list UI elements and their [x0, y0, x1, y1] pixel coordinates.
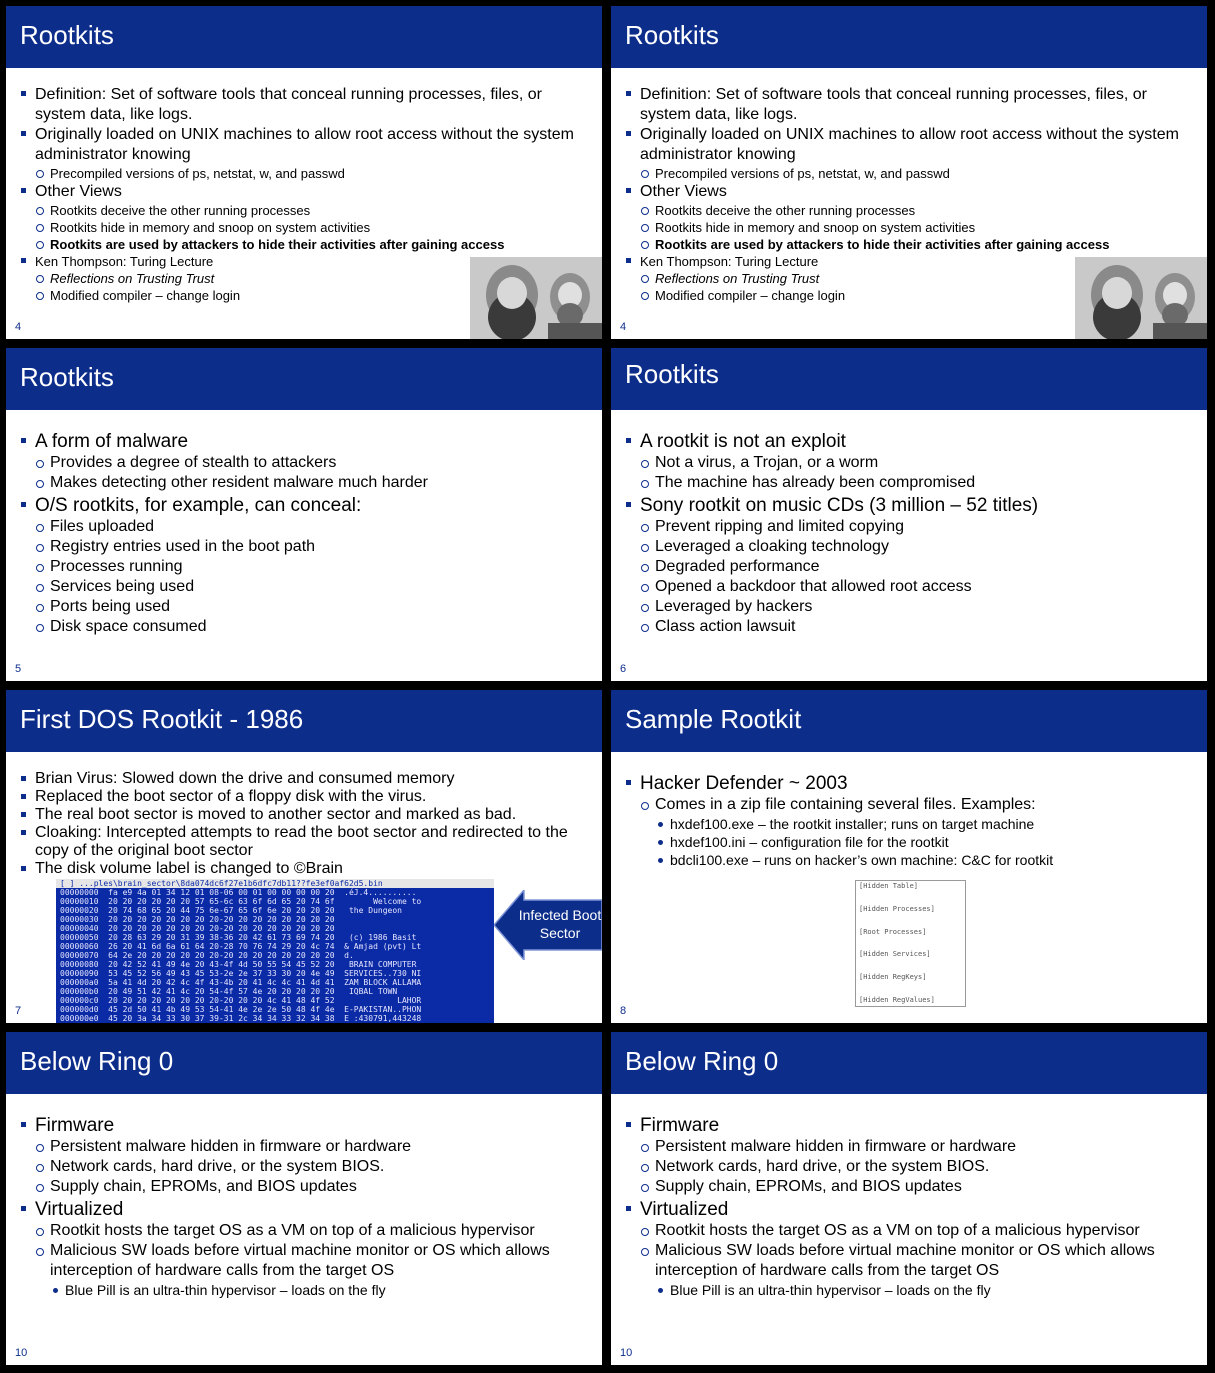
- slide-title: Rootkits: [20, 362, 114, 392]
- slide-first-dos-rootkit: [6, 690, 602, 1023]
- slide-title: Sample Rootkit: [625, 704, 802, 734]
- sub-bullet: Rootkits are used by attackers to hide their activities after gaining access: [20, 236, 592, 253]
- slide-content: [625, 429, 1197, 637]
- bullet: Definition: Set of software tools that conceal running processes, files, or system data, like logs.: [20, 85, 592, 125]
- slide-content: [625, 1113, 1197, 1299]
- slide-title-bar: [611, 6, 1207, 68]
- sub-bullet: Modified compiler – change login: [20, 287, 592, 304]
- bullet: Other Views: [20, 182, 592, 202]
- sub-bullet: Network cards, hard drive, or the system BIOS.: [20, 1157, 592, 1177]
- slide-sample-rootkit: [611, 690, 1207, 1023]
- sub-bullet: Rootkits hide in memory and snoop on system activities: [625, 219, 1197, 236]
- sub-bullet: Persistent malware hidden in firmware or hardware: [20, 1137, 592, 1157]
- slide-content: [20, 1113, 592, 1299]
- sub-bullet: Precompiled versions of ps, netstat, w, and passwd: [625, 165, 1197, 182]
- bullet: Firmware: [625, 1115, 1197, 1137]
- sub-bullet: Not a virus, a Trojan, or a worm: [625, 453, 1197, 473]
- bullet: Virtualized: [625, 1199, 1197, 1221]
- sub-bullet: Rootkits hide in memory and snoop on system activities: [20, 219, 592, 236]
- sub-bullet: Disk space consumed: [20, 617, 592, 637]
- bullet: The real boot sector is moved to another sector and marked as bad.: [20, 806, 592, 824]
- ini-section: [Hidden Processes]: [859, 904, 935, 913]
- sub-bullet: Supply chain, EPROMs, and BIOS updates: [625, 1177, 1197, 1197]
- page-number: 10: [15, 1347, 28, 1359]
- bullet: Ken Thompson: Turing Lecture: [625, 253, 1197, 270]
- hexdump-line: 000000e0 45 20 3a 34 33 30 37 39-31 2c 34 34 33 32 34 38 E :430791,443248: [60, 1014, 422, 1023]
- sub-bullet: Ports being used: [20, 597, 592, 617]
- ini-section: [Hidden RegValues]: [859, 995, 935, 1004]
- slide-title: Below Ring 0: [20, 1046, 174, 1076]
- bullet: Sony rootkit on music CDs (3 million – 52 titles): [625, 495, 1197, 517]
- sub-bullet: Malicious SW loads before virtual machine monitor or OS which allows interception of hardware calls from the target OS: [625, 1241, 1197, 1281]
- page-number: 8: [620, 1005, 627, 1017]
- bullet: Definition: Set of software tools that conceal running processes, files, or system data, like logs.: [625, 85, 1197, 125]
- callout-text: Infected Boot Sector: [518, 907, 602, 941]
- thompson-ritchie-photo: [1075, 257, 1207, 339]
- sub-bullet: Provides a degree of stealth to attackers: [20, 453, 592, 473]
- slide-title: First DOS Rootkit - 1986: [20, 704, 304, 734]
- sub-bullet: Comes in a zip file containing several files. Examples:: [625, 795, 1197, 815]
- sub-bullet: Services being used: [20, 577, 592, 597]
- sub-bullet: Rootkits deceive the other running processes: [20, 202, 592, 219]
- sub-bullet: Opened a backdoor that allowed root access: [625, 577, 1197, 597]
- bullet: Originally loaded on UNIX machines to allow root access without the system administrator knowing: [625, 125, 1197, 165]
- sub-bullet: Files uploaded: [20, 517, 592, 537]
- sub-sub-bullet: hxdef100.exe – the rootkit installer; runs on target machine: [625, 815, 1197, 833]
- slide-title-bar: [611, 348, 1207, 410]
- sub-bullet: The machine has already been compromised: [625, 473, 1197, 493]
- infected-boot-sector-callout: [494, 890, 602, 960]
- sub-bullet: Leveraged a cloaking technology: [625, 537, 1197, 557]
- thompson-ritchie-photo: [470, 257, 602, 339]
- sub-sub-bullet: Blue Pill is an ultra-thin hypervisor – loads on the fly: [625, 1281, 1197, 1299]
- bullet: Originally loaded on UNIX machines to allow root access without the system administrator knowing: [20, 125, 592, 165]
- slide-title: Below Ring 0: [625, 1046, 779, 1076]
- bullet: Firmware: [20, 1115, 592, 1137]
- ini-section: [Hidden RegKeys]: [859, 973, 927, 982]
- slide-title-bar: [611, 1032, 1207, 1094]
- bullet: O/S rootkits, for example, can conceal:: [20, 495, 592, 517]
- sub-bullet: Modified compiler – change login: [625, 287, 1197, 304]
- hexdump-line: 00000030 20 20 20 20 20 20 20 20-20 20 20 20 20 20 20 20: [60, 915, 335, 924]
- sub-bullet: Degraded performance: [625, 557, 1197, 577]
- sub-bullet: Rootkit hosts the target OS as a VM on top of a malicious hypervisor: [20, 1221, 592, 1241]
- page-number: 4: [620, 321, 627, 333]
- bullet: Replaced the boot sector of a floppy disk with the virus.: [20, 788, 592, 806]
- slide-rootkits-not-exploit: [611, 348, 1207, 681]
- slide-below-ring0-right: [611, 1032, 1207, 1365]
- sub-bullet: Rootkits are used by attackers to hide their activities after gaining access: [625, 236, 1197, 253]
- boot-sector-hex-dump: [56, 879, 494, 1023]
- slide-title-bar: [6, 690, 602, 752]
- sub-bullet: Registry entries used in the boot path: [20, 537, 592, 557]
- hexdump-line: 000000c0 20 20 20 20 20 20 20 20-20 20 20 4c 41 48 4f 52 LAHOR: [60, 996, 422, 1005]
- ini-section: [Hidden Table]: [859, 882, 919, 890]
- sub-bullet: Precompiled versions of ps, netstat, w, and passwd: [20, 165, 592, 182]
- sub-bullet: Rootkits deceive the other running processes: [625, 202, 1197, 219]
- sub-bullet: Supply chain, EPROMs, and BIOS updates: [20, 1177, 592, 1197]
- hexdump-line: 00000000 fa e9 4a 01 34 12 01 08-06 00 01 00 00 00 00 20 .éJ.4..........: [60, 888, 417, 897]
- slide-rootkits-malware: [6, 348, 602, 681]
- slide-title-bar: [6, 348, 602, 410]
- bullet: A form of malware: [20, 431, 592, 453]
- bullet: Hacker Defender ~ 2003: [625, 773, 1197, 795]
- slide-title: Rootkits: [625, 359, 719, 389]
- hexdump-line: 00000060 26 20 41 6d 6a 61 64 20-28 70 76 74 29 20 4c 74 & Amjad (pvt) Lt: [60, 942, 422, 951]
- hexdump-line: 00000050 20 28 63 29 20 31 39 38-36 20 42 61 73 69 74 20 (c) 1986 Basit: [60, 933, 417, 942]
- page-number: 10: [620, 1347, 633, 1359]
- sub-bullet: Network cards, hard drive, or the system BIOS.: [625, 1157, 1197, 1177]
- bullet: Other Views: [625, 182, 1197, 202]
- hexdump-line: 000000d0 45 2d 50 41 4b 49 53 54-41 4e 2e 2e 50 48 4f 4e E-PAKISTAN..PHON: [60, 1005, 422, 1014]
- hxdef-ini-sections: [855, 880, 966, 1007]
- page-number: 4: [15, 321, 22, 333]
- hexdump-line: 00000010 20 20 20 20 20 20 57 65-6c 63 6f 6d 65 20 74 6f Welcome to: [60, 897, 422, 906]
- slide-title: Rootkits: [20, 20, 114, 50]
- hexdump-line: 000000b0 20 49 51 42 41 4c 20 54-4f 57 4e 20 20 20 20 20 IQBAL TOWN: [60, 987, 398, 996]
- slide-content: [625, 771, 1197, 869]
- bullet: The disk volume label is changed to ©Brain: [20, 860, 592, 878]
- hexdump-lines: [56, 888, 494, 1023]
- slide-title-bar: [6, 1032, 602, 1094]
- slide-rootkits-definition-left: [6, 6, 602, 339]
- sub-bullet: Processes running: [20, 557, 592, 577]
- slide-content: [20, 429, 592, 637]
- sub-bullet: Rootkit hosts the target OS as a VM on top of a malicious hypervisor: [625, 1221, 1197, 1241]
- ini-section: [Hidden Services]: [859, 950, 931, 959]
- bullet: Cloaking: Intercepted attempts to read the boot sector and redirected to the copy of the original boot sector: [20, 824, 592, 860]
- sub-sub-bullet: hxdef100.ini – configuration file for the rootkit: [625, 833, 1197, 851]
- sub-bullet: Reflections on Trusting Trust: [20, 270, 592, 287]
- ini-section: [Root Processes]: [859, 927, 927, 936]
- slide-rootkits-definition-right: [611, 6, 1207, 339]
- hexdump-line: 00000020 20 74 68 65 20 44 75 6e-67 65 6f 6e 20 20 20 20 the Dungeon: [60, 906, 402, 915]
- slide-title-bar: [611, 690, 1207, 752]
- hexdump-line: 00000070 64 2e 20 20 20 20 20 20-20 20 20 20 20 20 20 20 d.: [60, 951, 354, 960]
- hexdump-line: 00000040 20 20 20 20 20 20 20 20-20 20 20 20 20 20 20 20: [60, 924, 335, 933]
- slide-content: [20, 770, 592, 878]
- sub-bullet: Persistent malware hidden in firmware or hardware: [625, 1137, 1197, 1157]
- bullet: Ken Thompson: Turing Lecture: [20, 253, 592, 270]
- slide-title-bar: [6, 6, 602, 68]
- page-number: 7: [15, 1005, 22, 1017]
- hexdump-line: 00000080 20 42 52 41 49 4e 20 43-4f 4d 50 55 54 45 52 20 BRAIN COMPUTER: [60, 960, 417, 969]
- page-number: 6: [620, 663, 627, 675]
- sub-sub-bullet: bdcli100.exe – runs on hacker’s own machine: C&C for rootkit: [625, 851, 1197, 869]
- hexdump-header: [ ] ...ples\brain_sector\8da074dc6f27e1b6dfc7db11??fe3ef0af62d5.bin: [56, 879, 494, 888]
- slide-below-ring0-left: [6, 1032, 602, 1365]
- sub-bullet: Malicious SW loads before virtual machine monitor or OS which allows interception of hardware calls from the target OS: [20, 1241, 592, 1281]
- hexdump-line: 000000a0 5a 41 4d 20 42 4c 4f 43-4b 20 41 4c 4c 41 4d 41 ZAM BLOCK ALLAMA: [60, 978, 422, 987]
- sub-bullet: Prevent ripping and limited copying: [625, 517, 1197, 537]
- slide-title: Rootkits: [625, 20, 719, 50]
- sub-sub-bullet: Blue Pill is an ultra-thin hypervisor – loads on the fly: [20, 1281, 592, 1299]
- page-number: 5: [15, 663, 22, 675]
- bullet: Brian Virus: Slowed down the drive and consumed memory: [20, 770, 592, 788]
- hexdump-line: 00000090 53 45 52 56 49 43 45 53-2e 2e 37 33 30 20 4e 49 SERVICES..730 NI: [60, 969, 422, 978]
- bullet: A rootkit is not an exploit: [625, 431, 1197, 453]
- sub-bullet: Leveraged by hackers: [625, 597, 1197, 617]
- sub-bullet: Makes detecting other resident malware much harder: [20, 473, 592, 493]
- bullet: Virtualized: [20, 1199, 592, 1221]
- sub-bullet: Reflections on Trusting Trust: [625, 270, 1197, 287]
- sub-bullet: Class action lawsuit: [625, 617, 1197, 637]
